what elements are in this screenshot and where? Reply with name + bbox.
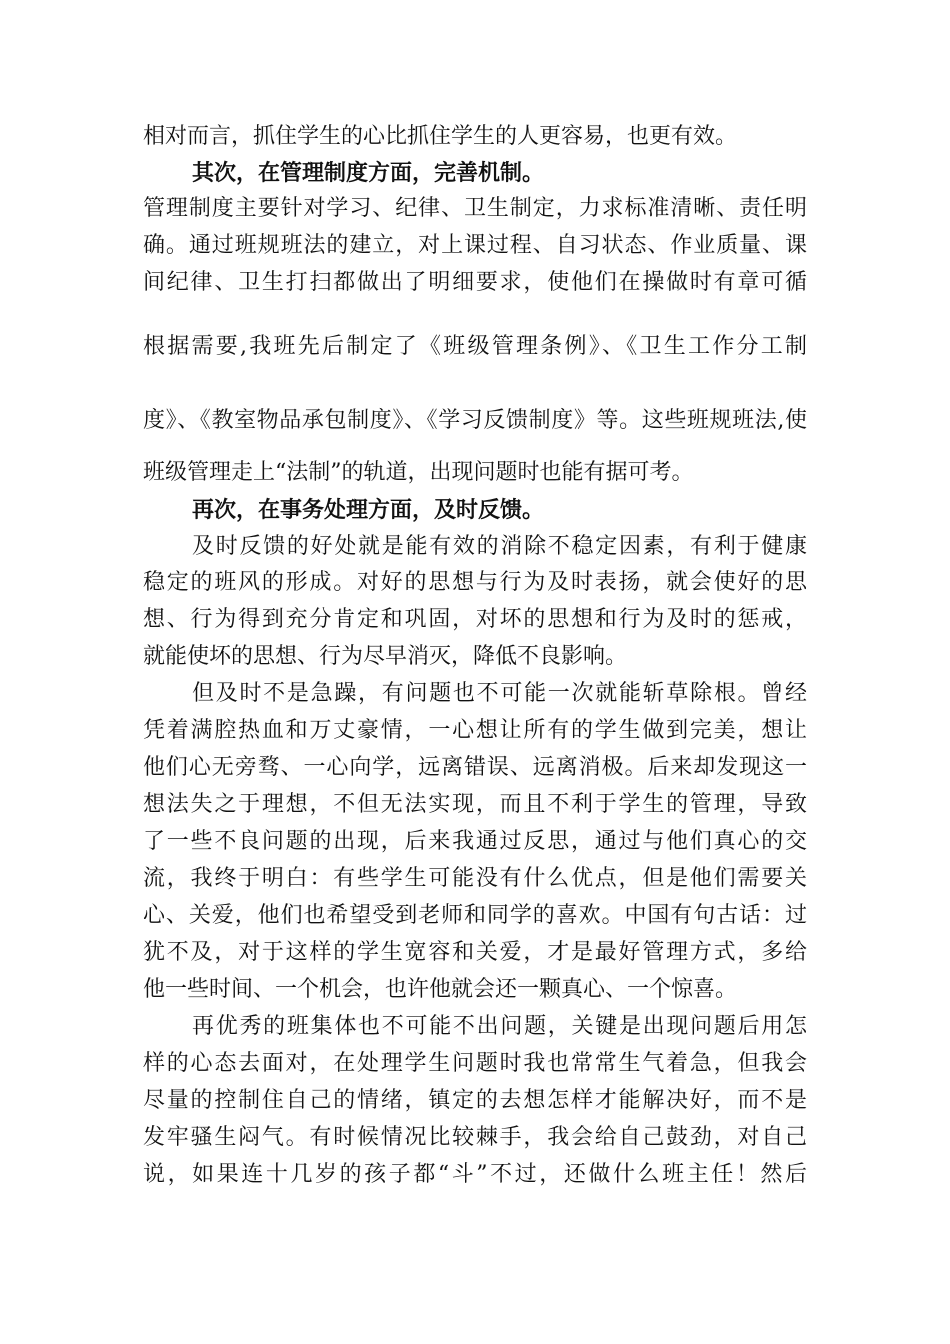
text-line: 尽量的控制住自己的情绪，镇定的去想怎样才能解决好，而不是 (143, 1088, 807, 1113)
text-line: 凭着满腔热血和万丈豪情，一心想让所有的学生做到完美，想让 (143, 718, 807, 743)
text-line: 犹不及，对于这样的学生宽容和关爱，才是最好管理方式，多给 (143, 940, 807, 965)
text-line: 样的心态去面对，在处理学生问题时我也常常生气着急，但我会 (143, 1051, 807, 1076)
text-line: 了一些不良问题的出现，后来我通过反思，通过与他们真心的交 (143, 829, 807, 854)
text-line: 他一些时间、一个机会，也许他就会还一颗真心、一个惊喜。 (143, 977, 738, 1002)
text-line: 流，我终于明白：有些学生可能没有什么优点，但是他们需要关 (143, 866, 807, 891)
text-line: 发牢骚生闷气。有时候情况比较棘手，我会给自己鼓劲，对自己 (143, 1125, 807, 1150)
text-line: 他们心无旁骛、一心向学，远离错误、远离消极。后来却发现这一 (143, 755, 807, 780)
text-line: 稳定的班风的形成。对好的思想与行为及时表扬，就会使好的思 (143, 570, 807, 595)
text-line: 想法失之于理想，不但无法实现，而且不利于学生的管理，导致 (143, 792, 807, 817)
text-line: 想、行为得到充分肯定和巩固，对坏的思想和行为及时的惩戒， (143, 607, 807, 632)
text-line: 班级管理走上“法制”的轨道，出现问题时也能有据可考。 (143, 460, 694, 485)
text-line: 根据需要,我班先后制定了《班级管理条例》、《卫生工作分工制 (143, 334, 807, 359)
text-line: 相对而言，抓住学生的心比抓住学生的人更容易，也更有效。 (143, 124, 738, 149)
text-line: 心、关爱，他们也希望受到老师和同学的喜欢。中国有句古话：过 (143, 903, 807, 928)
section-heading: 其次，在管理制度方面，完善机制。 (192, 160, 545, 186)
text-line: 度》、《教室物品承包制度》、《学习反馈制度》等。这些班规班法,使 (143, 408, 807, 433)
text-line: 管理制度主要针对学习、纪律、卫生制定，力求标准清晰、责任明 (143, 196, 807, 221)
section-heading: 再次，在事务处理方面，及时反馈。 (192, 497, 545, 523)
text-line: 但及时不是急躁，有问题也不可能一次就能斩草除根。曾经 (192, 681, 807, 706)
text-line: 间纪律、卫生打扫都做出了明细要求，使他们在操做时有章可循 (143, 270, 807, 295)
text-line: 及时反馈的好处就是能有效的消除不稳定因素，有利于健康 (192, 534, 807, 559)
text-line: 说，如果连十几岁的孩子都“斗”不过，还做什么班主任！然后 (143, 1162, 807, 1187)
text-line: 就能使坏的思想、行为尽早消灭，降低不良影响。 (143, 644, 628, 669)
text-line: 确。通过班规班法的建立，对上课过程、自习状态、作业质量、课 (143, 233, 807, 258)
text-line: 再优秀的班集体也不可能不出问题，关键是出现问题后用怎 (192, 1014, 807, 1039)
